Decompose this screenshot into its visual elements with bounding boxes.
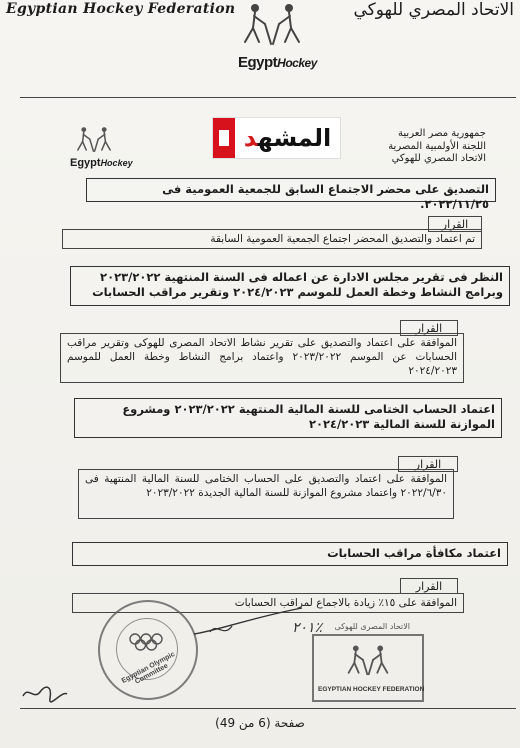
olympic-rings-icon [128,632,164,652]
federation-name-en: Egyptian Hockey Federation [6,1,236,17]
section-2-decision: الموافقة على اعتماد والتصديق على تقرير نشاط الاتحاد المصرى للهوكى وتقرير مراقب الحسابات عن الموسم ٢٠٢٣/٢٠٢٢ واعتماد برامج النشاط وخطة العمل للموسم ٢٠٢٤/٢٠٢٣ [60,333,464,383]
signature-center-icon [190,604,310,644]
header-divider [20,97,516,98]
rect-stamp-text-en: EGYPTIAN HOCKEY FEDERATION [318,686,425,693]
section-3-decision: الموافقة على اعتماد والتصديق على الحساب الختامى للسنة المالية المنتهية فى ٢٠٢٢/٦/٣٠ واعتماد مشروع الموازنة للسنة المالية الجديدة ٢٠٢٣/٢٠٢٢ [78,469,454,519]
hockey-players-logo-icon [233,2,311,52]
small-egypt-hockey-wordmark: EgyptHockey [70,157,133,169]
rect-stamp-players-icon [340,644,396,680]
seal-text-en: Egyptian Olympic Committee [120,650,177,686]
section-3-decision-label: القرار [398,456,458,472]
page-number: صفحة (6 من 49) [215,716,305,730]
news-brand-watermark: المشهد [212,117,341,159]
section-4-title: اعتماد مكافأة مراقب الحسابات [72,542,508,566]
section-1-decision: تم اعتماد والتصديق المحضر اجتماع الجمعية العمومية السابقة [62,229,482,249]
footer-divider [20,708,516,709]
signature-left-icon [20,682,70,704]
small-hockey-logo-icon [70,126,118,156]
section-1-title: التصديق على محضر الاجتماع السابق للجمعية العمومية فى ٢٠٢٢/١١/٢٥. [86,178,496,202]
issuer-lines: جمهورية مصر العربية اللجنة الأولمبية المصرية الاتحاد المصري للهوكي [388,128,486,164]
section-2-decision-label: القرار [400,320,458,336]
section-4-decision-label: القرار [400,578,458,594]
section-1-decision-label: القرار [428,216,482,232]
section-3-title: اعتماد الحساب الختامى للسنة المالية المنتهية ٢٠٢٣/٢٠٢٢ ومشروع الموازنة للسنة المالية ٢٠٢٤/٢٠٢٣ [74,398,502,438]
egypt-hockey-wordmark: EgyptHockey [238,54,317,71]
brand-mark-icon [213,118,235,158]
section-2-title: النظر فى تقرير مجلس الادارة عن اعماله فى السنة المنتهية ٢٠٢٣/٢٠٢٢ وبرامج النشاط وخطة العمل للموسم ٢٠٢٤/٢٠٢٣ وتقرير مراقب الحسابات [70,266,510,306]
section-4-decision: الموافقة على ١٥٪ زيادة بالاجماع لمراقب الحسابات [72,593,464,613]
federation-name-ar: الاتحاد المصري للهوكي [353,0,514,20]
rect-stamp-text-ar: الاتحاد المصرى للهوكى [334,622,410,631]
handwritten-note: ٢٠١٪ [292,620,323,636]
